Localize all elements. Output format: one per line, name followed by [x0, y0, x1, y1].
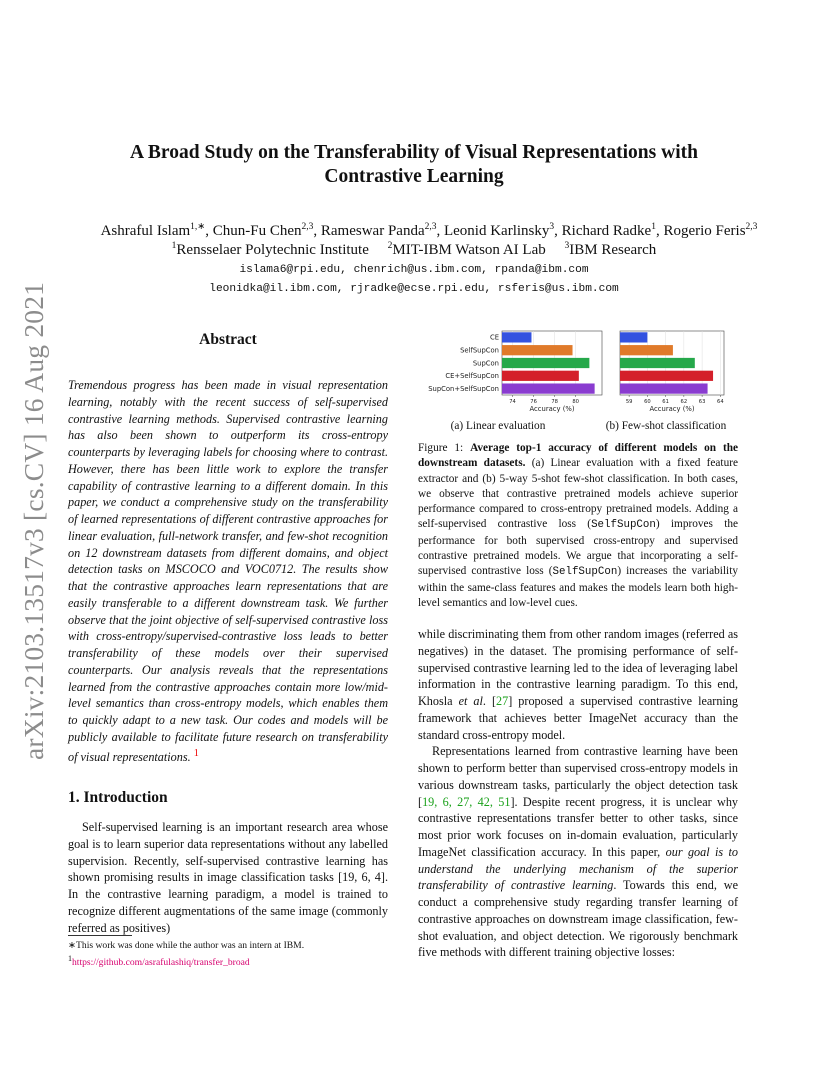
x-tick-label: 61 [662, 399, 669, 405]
affiliation-sup: 1 [171, 241, 177, 251]
affiliation-sup: 2 [387, 241, 393, 251]
y-tick-label: CE [489, 333, 499, 342]
affiliation-name: MIT-IBM Watson AI Lab [392, 242, 546, 258]
x-tick-label: 59 [625, 399, 633, 405]
abstract-text: Tremendous progress has been made in visual representation learning, notably with the recent success of self-supervised contrastive learning methods. Supervised contrastive learning has also been shown to outperform its cross-entropy counterparts by leveraging labels for choosing where to contrast. However, there has been little work to explore the transfer capability of contrastive learning to a different domain. In this paper, we conduct a comprehensive study on the transferability of learned representations of different contrastive approaches for linear evaluation, full-network transfer, and few-shot recognition on 12 downstream datasets from different domains, and object detection tasks on MSCOCO and VOC0712. The results show that the contrastive approaches learn representations that are easily transferable to a different downstream task. We further observe that the joint objective of self-supervised contrastive loss with cross-entropy/supervised-contrastive loss leads to better transferability of these models over their supervised counterparts. Our analysis reveals that the representations learned from the contrastive approaches contain more low/mid-level semantics than cross-entropy models, which enables them to quickly adapt to a new task. Our codes and models will be publicly available to facilitate future research on transferability of visual representations. [68, 378, 388, 764]
author-sup: 2,3 [745, 222, 758, 232]
arxiv-stamp: arXiv:2103.13517v3 [cs.CV] 16 Aug 2021 [18, 281, 49, 760]
bar-supcon [620, 358, 695, 368]
x-tick-label: 63 [698, 399, 706, 405]
paper-title [60, 141, 768, 188]
x-tick-label: 62 [680, 399, 688, 405]
author-name: Rameswar Panda [320, 223, 425, 239]
text-run: ] proposed a supervised contrastive learning framework that achieves better ImageNet accuracy than the standard cross-entropy model. [418, 694, 739, 742]
x-tick-label: 76 [530, 399, 537, 405]
intro-heading: 1. Introduction [68, 789, 168, 806]
y-tick-label: SupCon+SelfSupCon [428, 384, 499, 393]
affiliation-list [60, 237, 768, 260]
affiliation-name: Rensselaer Polytechnic Institute [176, 242, 369, 258]
author-name: Ashraful Islam [100, 223, 191, 239]
affiliation-name: IBM Research [569, 242, 657, 258]
email-line-2: leonidka@il.ibm.com, rjradke@ecse.rpi.edu, rsferis@us.ibm.com [209, 283, 619, 295]
x-tick-label: 64 [717, 399, 724, 405]
title-line-2: Contrastive Learning [324, 165, 504, 187]
text-run: ]. Despite recent progress, it is unclear why contrastive representations transfer better to other tasks, since most prior work focuses on in-domain evaluation, particularly ImageNet classification accuracy. In this paper, [418, 794, 739, 859]
caption-text-3: ) increases the variability within the same-class features and makes the models learn both high-level semantics and low-level cues. [418, 565, 738, 609]
caption-bold: Average top-1 accuracy of different models on the downstream datasets. [418, 442, 739, 470]
bar-ce [502, 332, 531, 342]
y-tick-label: CE+SelfSupCon [445, 372, 499, 381]
figure-1-svg [418, 325, 738, 417]
footnote-2-mark: 1 [68, 954, 72, 963]
bar-supcon-selfsupcon [620, 383, 708, 393]
text-italic: our goal is to understand the underlying mechanism of the superior transferability of contrastive learning [418, 844, 738, 893]
text-run: . [ [482, 694, 497, 708]
text-run: . Towards this end, we conduct a comprehensive study regarding transfer learning of contrastive approaches on downstream image classification, few-shot evaluation, and object detection. We rigorously benchmark five methods with different training objective losses: [418, 878, 738, 960]
footnote-2 [68, 952, 398, 969]
y-tick-label: SupCon [472, 359, 499, 368]
email-line-1: islama6@rpi.edu, chenrich@us.ibm.com, rpanda@ibm.com [239, 264, 589, 276]
bar-supcon [502, 358, 589, 368]
caption-text-1: (a) Linear evaluation with a fixed feature extractor and (b) 5-way 5-shot few-shot classification. In both cases, we observe that contrastive pretrained models achieve superior performance compared to cross-entropy pretrained models. Adding a self-supervised contrastive loss ( [418, 457, 738, 531]
right-column-body [418, 626, 738, 961]
bar-selfsupcon [620, 345, 673, 355]
bar-ce-selfsupcon [620, 371, 713, 381]
right-paragraph-2 [418, 743, 738, 961]
x-tick-label: 80 [572, 399, 579, 405]
bar-ce-selfsupcon [502, 371, 579, 381]
y-tick-label: SelfSupCon [460, 346, 499, 355]
abstract-heading: Abstract [199, 331, 257, 348]
x-tick-label: 78 [551, 399, 558, 405]
x-axis-label: Accuracy (%) [649, 405, 695, 413]
x-tick-label: 60 [644, 399, 651, 405]
author-name: Chun-Fu Chen [212, 223, 302, 239]
caption-code-1: SelfSupCon [591, 519, 656, 532]
citation-link[interactable]: 27 [496, 694, 509, 708]
text-italic: et al [458, 694, 483, 708]
author-sup: 2,3 [424, 222, 437, 232]
author-list: Ashraful Islam$^{1,∗}$, Chun-Fu Chen$^{2,3}$, Rameswar Panda$^{2,3}$, Leonid Karlinsky$^3$, Richard Radke$^1$, Rogerio Feris$^{2,3}$ [100, 222, 758, 239]
email-list [60, 261, 768, 299]
author-sup: 1,∗ [190, 222, 206, 232]
author-sup: 1 [651, 222, 656, 232]
text-run: while discriminating them from other random images (referred as negatives) in the dataset. The promising performance of self-supervised contrastive learning led to the idea of leveraging label information in the contrastive learning paradigm. To this end, Khosla [418, 627, 738, 708]
author-name: Richard Radke [561, 223, 652, 239]
abstract-footnote-link[interactable]: 1 [193, 747, 199, 759]
bar-supcon-selfsupcon [502, 383, 595, 393]
caption-text-2: ) improves the performance for both supervised cross-entropy and supervised contrastive pretrained models. We argue that incorporating a self-supervised contrastive loss ( [418, 518, 738, 578]
citation-link[interactable]: 19, 6, 27, 42, 51 [422, 794, 511, 809]
subcaption-a: (a) Linear evaluation [450, 420, 546, 432]
author-sup: 2,3 [301, 222, 314, 232]
figure-caption [418, 441, 738, 611]
right-paragraph-1 [418, 626, 738, 743]
bar-ce [620, 332, 647, 342]
subcaption-b: (b) Few-shot classification [605, 420, 727, 432]
author-sup: 3 [549, 222, 555, 232]
abstract-body [68, 377, 388, 765]
x-axis-label: Accuracy (%) [529, 405, 575, 413]
affiliation-sup: 3 [564, 241, 570, 251]
author-name: Leonid Karlinsky [443, 223, 550, 239]
x-tick-label: 74 [509, 399, 516, 405]
bar-selfsupcon [502, 345, 573, 355]
caption-code-2: SelfSupCon [552, 566, 618, 579]
author-name: Rogerio Feris [663, 223, 746, 239]
title-line-1: A Broad Study on the Transferability of Visual Representations with [130, 142, 698, 163]
footnote-1: ∗This work was done while the author was an intern at IBM. [68, 940, 305, 951]
text-run: Representations learned from contrastive learning have been shown to perform better than supervised cross-entropy models in various downstream tasks, particularly the object detection task [ [418, 744, 738, 809]
figure-1-charts [418, 325, 738, 417]
footnote-url-link[interactable]: https://github.com/asrafulashiq/transfer_broad [72, 957, 250, 969]
footnote-divider [68, 935, 132, 936]
intro-body: Self-supervised learning is an important research area whose goal is to learn superior data representations without any labelled supervision. Recently, self-supervised contrastive learning has shown promising results in image classification tasks [19, 6, 4]. In the contrastive learning paradigm, a model is trained to recognize different augmentations of the same image (commonly referred as positives) [68, 820, 388, 935]
caption-label: Figure 1: [418, 442, 464, 454]
